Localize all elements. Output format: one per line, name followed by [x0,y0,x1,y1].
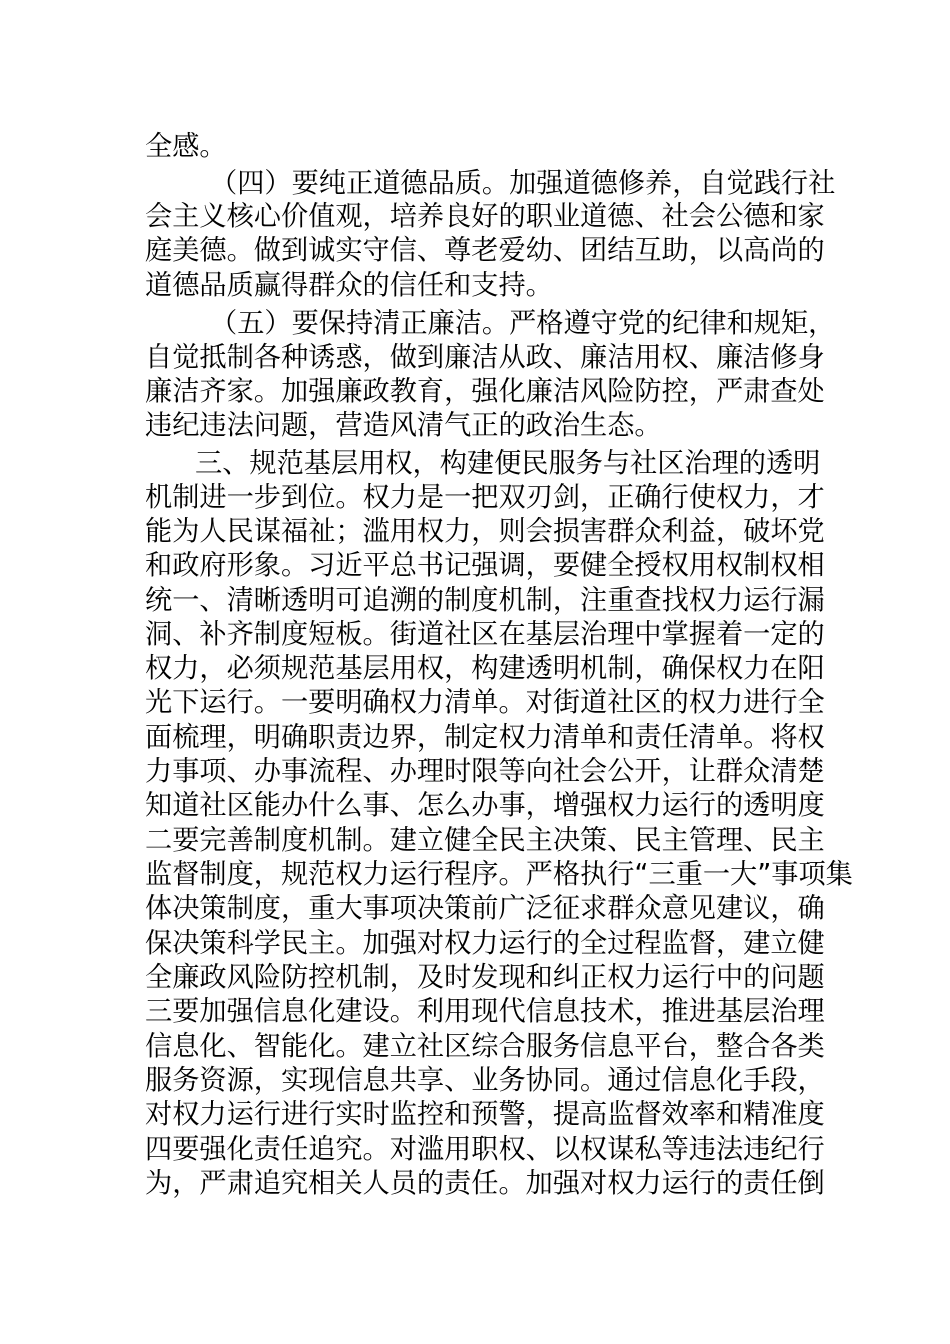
text-line: 力事项、办事流程、办理时限等向社会公开，让群众清楚 [145,756,825,787]
section-three-heading: 三、规范基层用权，构建便民服务与社区治理的透明 [195,448,821,479]
text-line: 洞、补齐制度短板。街道社区在基层治理中掌握着一定的 [145,619,825,650]
text-line: 保决策科学民主。加强对权力运行的全过程监督，建立健 [145,928,825,959]
text-line: 机制进一步到位。权力是一把双刃剑，正确行使权力，才 [145,482,825,513]
paragraph-four-heading: （四）要纯正道德品质。加强道德修养，自觉践行社 [210,168,836,199]
text-line: 二要完善制度机制。建立健全民主决策、民主管理、民主 [145,825,825,856]
text-line: 廉洁齐家。加强廉政教育，强化廉洁风险防控，严肃查处 [145,376,825,407]
text-line: 监督制度，规范权力运行程序。严格执行“三重一大”事项集 [145,859,853,890]
text-line: 光下运行。一要明确权力清单。对街道社区的权力进行全 [145,687,825,718]
text-line: 信息化、智能化。建立社区综合服务信息平台，整合各类 [145,1031,825,1062]
text-line: 权力，必须规范基层用权，构建透明机制，确保权力在阳 [145,653,825,684]
text-line: 会主义核心价值观，培养良好的职业道德、社会公德和家 [145,201,825,232]
text-line: 全廉政风险防控机制，及时发现和纠正权力运行中的问题 [145,962,825,993]
text-line: 自觉抵制各种诱惑，做到廉洁从政、廉洁用权、廉洁修身 [145,342,825,373]
text-line: 为，严肃追究相关人员的责任。加强对权力运行的责任倒 [145,1168,825,1199]
text-line: 全感。 [145,131,227,162]
text-line: 统一、清晰透明可追溯的制度机制，注重查找权力运行漏 [145,585,825,616]
text-line: 四要强化责任追究。对滥用职权、以权谋私等违法违纪行 [145,1134,825,1165]
paragraph-five-heading: （五）要保持清正廉洁。严格遵守党的纪律和规矩， [210,308,836,339]
text-line: 对权力运行进行实时监控和预警，提高监督效率和精准度 [145,1099,825,1130]
text-line: 道德品质赢得群众的信任和支持。 [145,270,553,301]
text-line: 体决策制度，重大事项决策前广泛征求群众意见建议，确 [145,893,825,924]
text-line: 面梳理，明确职责边界，制定权力清单和责任清单。将权 [145,722,825,753]
text-line: 庭美德。做到诚实守信、尊老爱幼、团结互助，以高尚的 [145,235,825,266]
text-line: 服务资源，实现信息共享、业务协同。通过信息化手段， [145,1065,825,1096]
text-line: 能为人民谋福祉；滥用权力，则会损害群众利益，破坏党 [145,516,825,547]
text-line: 三要加强信息化建设。利用现代信息技术，推进基层治理 [145,996,825,1027]
text-line: 违纪违法问题，营造风清气正的政治生态。 [145,410,662,441]
text-line: 知道社区能办什么事、怎么办事，增强权力运行的透明度 [145,790,825,821]
text-line: 和政府形象。习近平总书记强调，要健全授权用权制权相 [145,550,825,581]
